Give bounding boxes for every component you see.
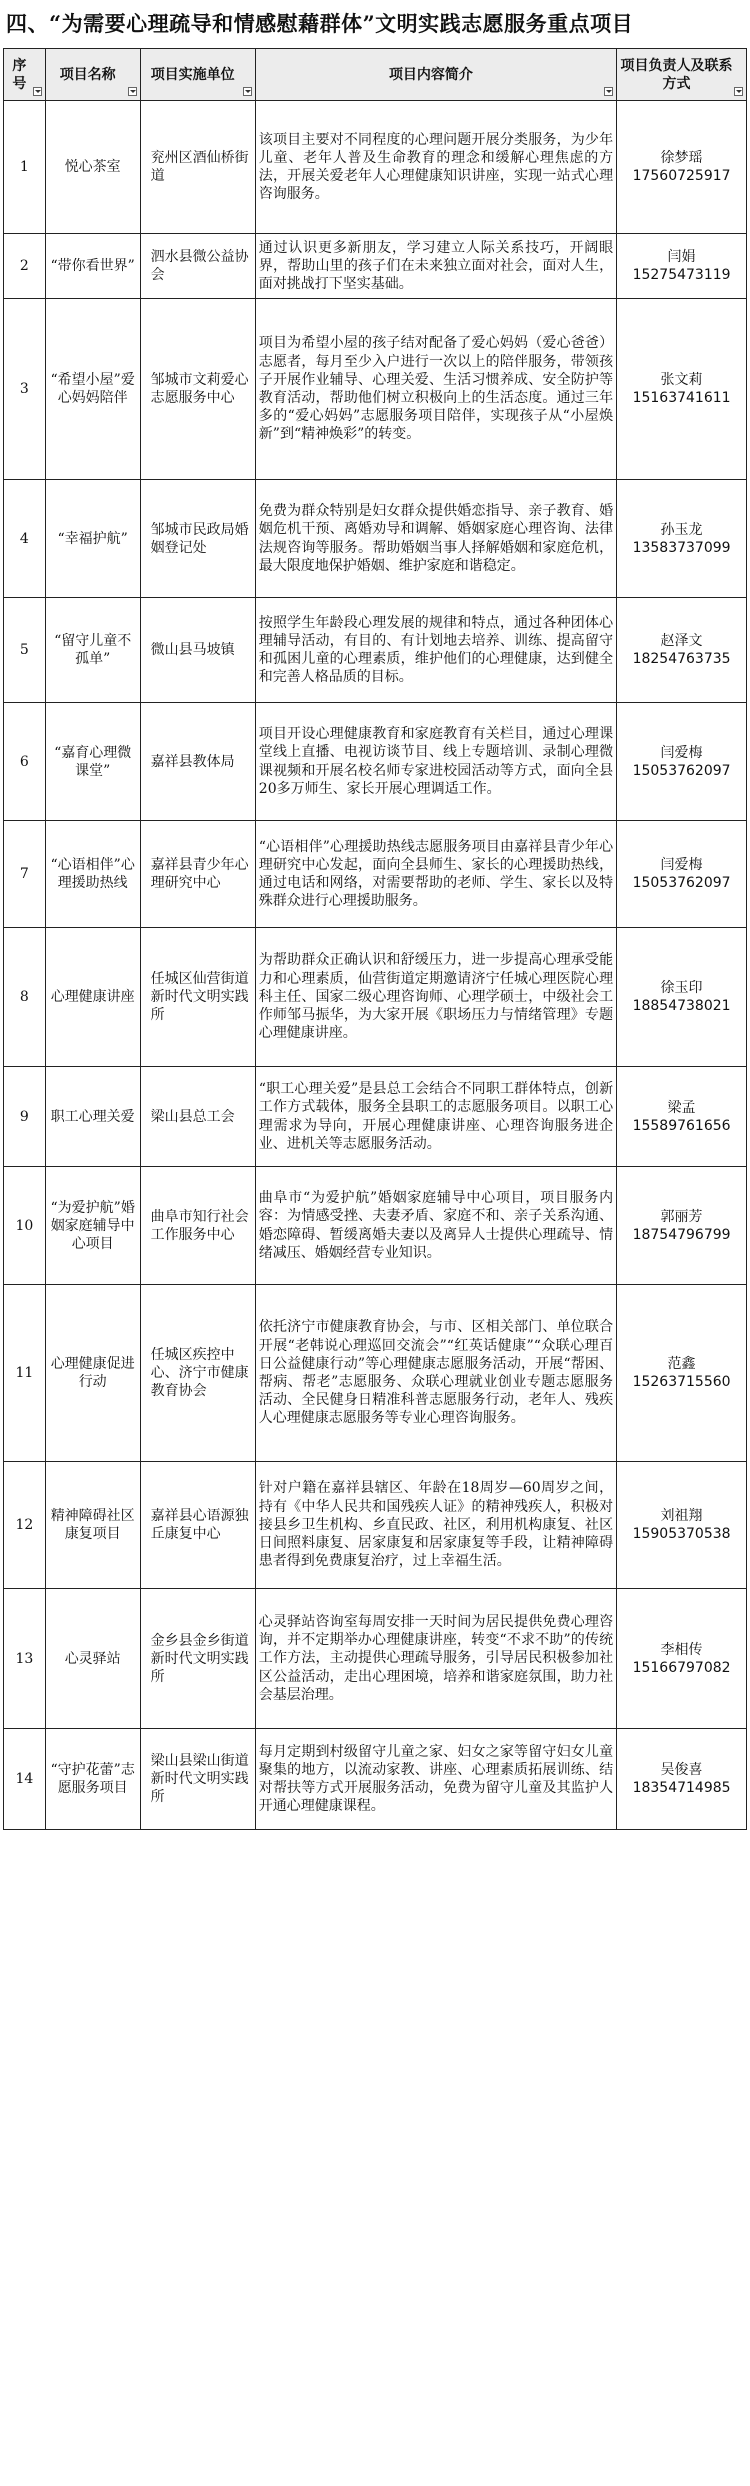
- filter-dropdown-icon[interactable]: [604, 87, 613, 96]
- contact-phone: 15589761656: [632, 1117, 731, 1134]
- project-description: 依托济宁市健康教育协会，与市、区相关部门、单位联合开展“老韩说心理巡回交流会”“红英话健康”“众联心理百日公益健康行动”等心理健康志愿服务活动，开展“帮困、帮病、帮老”志愿服务、众联心理就业创业专题志愿服务活动、全民健身日精准科普志愿服务行动，老年人、残疾人心理健康志愿服务等专业心理咨询服务。: [255, 1285, 616, 1462]
- filter-dropdown-icon[interactable]: [243, 87, 252, 96]
- project-name: 心理健康讲座: [45, 928, 140, 1067]
- project-name: 职工心理关爱: [45, 1067, 140, 1167]
- implementing-unit: 梁山县梁山街道新时代文明实践所: [140, 1729, 255, 1830]
- contact-cell: [617, 598, 747, 703]
- table-row: [4, 1067, 747, 1167]
- implementing-unit: 嘉祥县心语源独丘康复中心: [140, 1462, 255, 1589]
- project-name: “为爱护航”婚姻家庭辅导中心项目: [45, 1167, 140, 1285]
- table-row: [4, 1589, 747, 1729]
- contact-cell: [617, 1462, 747, 1589]
- implementing-unit: 嘉祥县教体局: [140, 703, 255, 821]
- contact-phone: 17560725917: [632, 168, 731, 184]
- implementing-unit: 兖州区酒仙桥街道: [140, 101, 255, 234]
- contact-person: 李相传: [660, 1641, 703, 1658]
- implementing-unit: 梁山县总工会: [140, 1067, 255, 1167]
- project-table: [3, 48, 747, 1830]
- contact-cell: [617, 1589, 747, 1729]
- row-number: 7: [4, 821, 46, 928]
- document-title: 四、“为需要心理疏导和情感慰藉群体”文明实践志愿服务重点项目: [6, 11, 634, 36]
- contact-person: 范鑫: [667, 1356, 696, 1372]
- project-name: “留守儿童不孤单”: [45, 598, 140, 703]
- project-name: 悦心茶室: [45, 101, 140, 234]
- project-name: “带你看世界”: [45, 234, 140, 299]
- contact-phone: 15263715560: [632, 1374, 731, 1390]
- filter-dropdown-icon[interactable]: [734, 87, 743, 96]
- header-unit-label: 项目实施单位: [150, 66, 235, 83]
- implementing-unit: 泗水县微公益协会: [140, 234, 255, 299]
- project-name: 精神障碍社区康复项目: [45, 1462, 140, 1589]
- project-description: 为帮助群众正确认识和舒缓压力，进一步提高心理承受能力和心理素质，仙营街道定期邀请济宁任城心理医院心理科主任、国家二级心理咨询师、心理学硕士，中级社会工作师邹马振华，为大家开展《职场压力与情绪管理》专题心理健康讲座。: [255, 928, 616, 1067]
- header-no[interactable]: [4, 49, 46, 101]
- project-description: “心语相伴”心理援助热线志愿服务项目由嘉祥县青少年心理研究中心发起，面向全县师生、家长的心理援助热线，通过电话和网络，对需要帮助的老师、学生、家长以及特殊群众进行心理援助服务。: [255, 821, 616, 928]
- implementing-unit: 邹城市民政局婚姻登记处: [140, 480, 255, 598]
- contact-cell: [617, 299, 747, 480]
- contact-phone: 15053762097: [632, 762, 731, 779]
- project-description: 按照学生年龄段心理发展的规律和特点，通过各种团体心理辅导活动，有目的、有计划地去培养、训练、提高留守和孤困儿童的心理素质，维护他们的心理健康，达到健全和完善人格品质的目标。: [255, 598, 616, 703]
- contact-cell: [617, 1167, 747, 1285]
- contact-phone: 18254763735: [632, 651, 731, 667]
- contact-cell: [617, 821, 747, 928]
- project-description: 免费为群众特别是妇女群众提供婚恋指导、亲子教育、婚姻危机干预、离婚劝导和调解、婚姻家庭心理咨询、法律法规咨询等服务。帮助婚姻当事人择解婚姻和家庭危机，最大限度地保护婚姻、维护家庭和谐稳定。: [255, 480, 616, 598]
- project-name: “幸福护航”: [45, 480, 140, 598]
- contact-person: 徐玉印: [660, 980, 703, 996]
- contact-person: 闫娟: [667, 249, 696, 265]
- contact-phone: 13583737099: [632, 539, 731, 556]
- header-contact[interactable]: [617, 49, 747, 101]
- contact-phone: 15163741611: [632, 390, 731, 406]
- implementing-unit: 邹城市文莉爱心志愿服务中心: [140, 299, 255, 480]
- row-number: 5: [4, 598, 46, 703]
- table-row: [4, 1462, 747, 1589]
- contact-cell: [617, 1729, 747, 1830]
- contact-cell: [617, 928, 747, 1067]
- contact-person: 闫爱梅: [660, 744, 703, 761]
- implementing-unit: 曲阜市知行社会工作服务中心: [140, 1167, 255, 1285]
- contact-cell: [617, 1285, 747, 1462]
- implementing-unit: 任城区疾控中心、济宁市健康教育协会: [140, 1285, 255, 1462]
- table-header-row: [4, 49, 747, 101]
- project-description: 通过认识更多新朋友，学习建立人际关系技巧，开阔眼界，帮助山里的孩子们在未来独立面对社会，面对人生，面对挑战打下坚实基础。: [255, 234, 616, 299]
- project-name: “嘉育心理微课堂”: [45, 703, 140, 821]
- contact-phone: 18754796799: [632, 1226, 731, 1243]
- filter-dropdown-icon[interactable]: [128, 87, 137, 96]
- project-name: 心灵驿站: [45, 1589, 140, 1729]
- table-body: [4, 101, 747, 1830]
- header-desc[interactable]: [255, 49, 616, 101]
- implementing-unit: 金乡县金乡街道新时代文明实践所: [140, 1589, 255, 1729]
- contact-person: 刘祖翔: [660, 1508, 703, 1524]
- project-description: 项目为希望小屋的孩子结对配备了爱心妈妈（爱心爸爸）志愿者，每月至少入户进行一次以上的陪伴服务，带领孩子开展作业辅导、心理关爱、生活习惯养成、安全防护等教育活动，帮助他们树立积极向上的生活态度。通过三年多的“爱心妈妈”志愿服务项目陪伴，实现孩子从“小屋焕新”到“精神焕彩”的转变。: [255, 299, 616, 480]
- contact-phone: 15905370538: [632, 1526, 731, 1542]
- contact-cell: [617, 234, 747, 299]
- table-row: [4, 821, 747, 928]
- implementing-unit: 嘉祥县青少年心理研究中心: [140, 821, 255, 928]
- project-description: 每月定期到村级留守儿童之家、妇女之家等留守妇女儿童聚集的地方，以流动家教、讲座、心理素质拓展训练、结对帮扶等方式开展服务活动，免费为留守儿童及其监护人开通心理健康课程。: [255, 1729, 616, 1830]
- table-row: [4, 299, 747, 480]
- contact-person: 闫爱梅: [660, 857, 703, 873]
- table-row: [4, 928, 747, 1067]
- row-number: 4: [4, 480, 46, 598]
- contact-person: 赵泽文: [660, 633, 703, 649]
- project-description: 曲阜市“为爱护航”婚姻家庭辅导中心项目，项目服务内容：为情感受挫、夫妻矛盾、家庭不和、亲子关系沟通、婚恋障碍、暂缓离婚夫妻以及离异人士提供心理疏导、情绪减压、婚姻经营专业知识。: [255, 1167, 616, 1285]
- project-name: “希望小屋”爱心妈妈陪伴: [45, 299, 140, 480]
- row-number: 8: [4, 928, 46, 1067]
- project-description: 心灵驿站咨询室每周安排一天时间为居民提供免费心理咨询，并不定期举办心理健康讲座，转变“不求不助”的传统工作方法，主动提供心理疏导服务，引导居民积极参加社区公益活动，走出心理困境，培养和谐家庭氛围，助力社会基层治理。: [255, 1589, 616, 1729]
- project-description: 项目开设心理健康教育和家庭教育有关栏目，通过心理课堂线上直播、电视访谈节目、线上专题培训、录制心理微课视频和开展名校名师专家进校园活动等方式，面向全县20多万师生、家长开展心理调适工作。: [255, 703, 616, 821]
- header-no-label: 序号: [12, 57, 27, 92]
- contact-phone: 15166797082: [632, 1659, 731, 1676]
- contact-cell: [617, 480, 747, 598]
- contact-person: 徐梦瑶: [660, 150, 703, 166]
- contact-cell: [617, 1067, 747, 1167]
- contact-phone: 15053762097: [632, 875, 731, 891]
- row-number: 11: [4, 1285, 46, 1462]
- contact-phone: 18854738021: [632, 998, 731, 1014]
- table-row: [4, 1729, 747, 1830]
- implementing-unit: 微山县马坡镇: [140, 598, 255, 703]
- contact-person: 孙玉龙: [660, 521, 703, 538]
- header-desc-label: 项目内容简介: [388, 66, 473, 83]
- table-row: [4, 234, 747, 299]
- table-row: [4, 101, 747, 234]
- contact-cell: [617, 101, 747, 234]
- row-number: 6: [4, 703, 46, 821]
- project-name: “守护花蕾”志愿服务项目: [45, 1729, 140, 1830]
- row-number: 10: [4, 1167, 46, 1285]
- header-contact-label: 项目负责人及联系方式: [620, 57, 733, 92]
- row-number: 13: [4, 1589, 46, 1729]
- contact-person: 梁孟: [667, 1099, 696, 1116]
- implementing-unit: 任城区仙营街道新时代文明实践所: [140, 928, 255, 1067]
- table-row: [4, 480, 747, 598]
- project-name: “心语相伴”心理援助热线: [45, 821, 140, 928]
- row-number: 9: [4, 1067, 46, 1167]
- filter-dropdown-icon[interactable]: [33, 87, 42, 96]
- contact-phone: 18354714985: [632, 1780, 731, 1796]
- row-number: 2: [4, 234, 46, 299]
- header-name-label: 项目名称: [59, 66, 116, 83]
- table-row: [4, 1167, 747, 1285]
- project-name: 心理健康促进行动: [45, 1285, 140, 1462]
- contact-person: 郭丽芳: [660, 1208, 703, 1225]
- table-row: [4, 703, 747, 821]
- contact-person: 张文莉: [660, 372, 703, 388]
- contact-cell: [617, 703, 747, 821]
- row-number: 1: [4, 101, 46, 234]
- header-name[interactable]: [45, 49, 140, 101]
- row-number: 12: [4, 1462, 46, 1589]
- row-number: 3: [4, 299, 46, 480]
- project-description: 该项目主要对不同程度的心理问题开展分类服务，为少年儿童、老年人普及生命教育的理念和缓解心理焦虑的方法，开展关爱老年人心理健康知识讲座，实现一站式心理咨询服务。: [255, 101, 616, 234]
- header-unit[interactable]: [140, 49, 255, 101]
- contact-phone: 15275473119: [632, 267, 731, 283]
- project-description: “职工心理关爱”是县总工会结合不同职工群体特点，创新工作方式载体，服务全县职工的志愿服务项目。以职工心理需求为导向，开展心理健康讲座、心理咨询服务进企业、进机关等志愿服务活动。: [255, 1067, 616, 1167]
- project-description: 针对户籍在嘉祥县辖区、年龄在18周岁—60周岁之间，持有《中华人民共和国残疾人证》的精神残疾人，积极对接县乡卫生机构、乡直民政、社区，利用机构康复、社区日间照料康复、居家康复和居家康复等手段，让精神障碍患者得到免费康复治疗，过上幸福生活。: [255, 1462, 616, 1589]
- row-number: 14: [4, 1729, 46, 1830]
- table-row: [4, 598, 747, 703]
- table-row: [4, 1285, 747, 1462]
- contact-person: 吴俊喜: [660, 1762, 703, 1778]
